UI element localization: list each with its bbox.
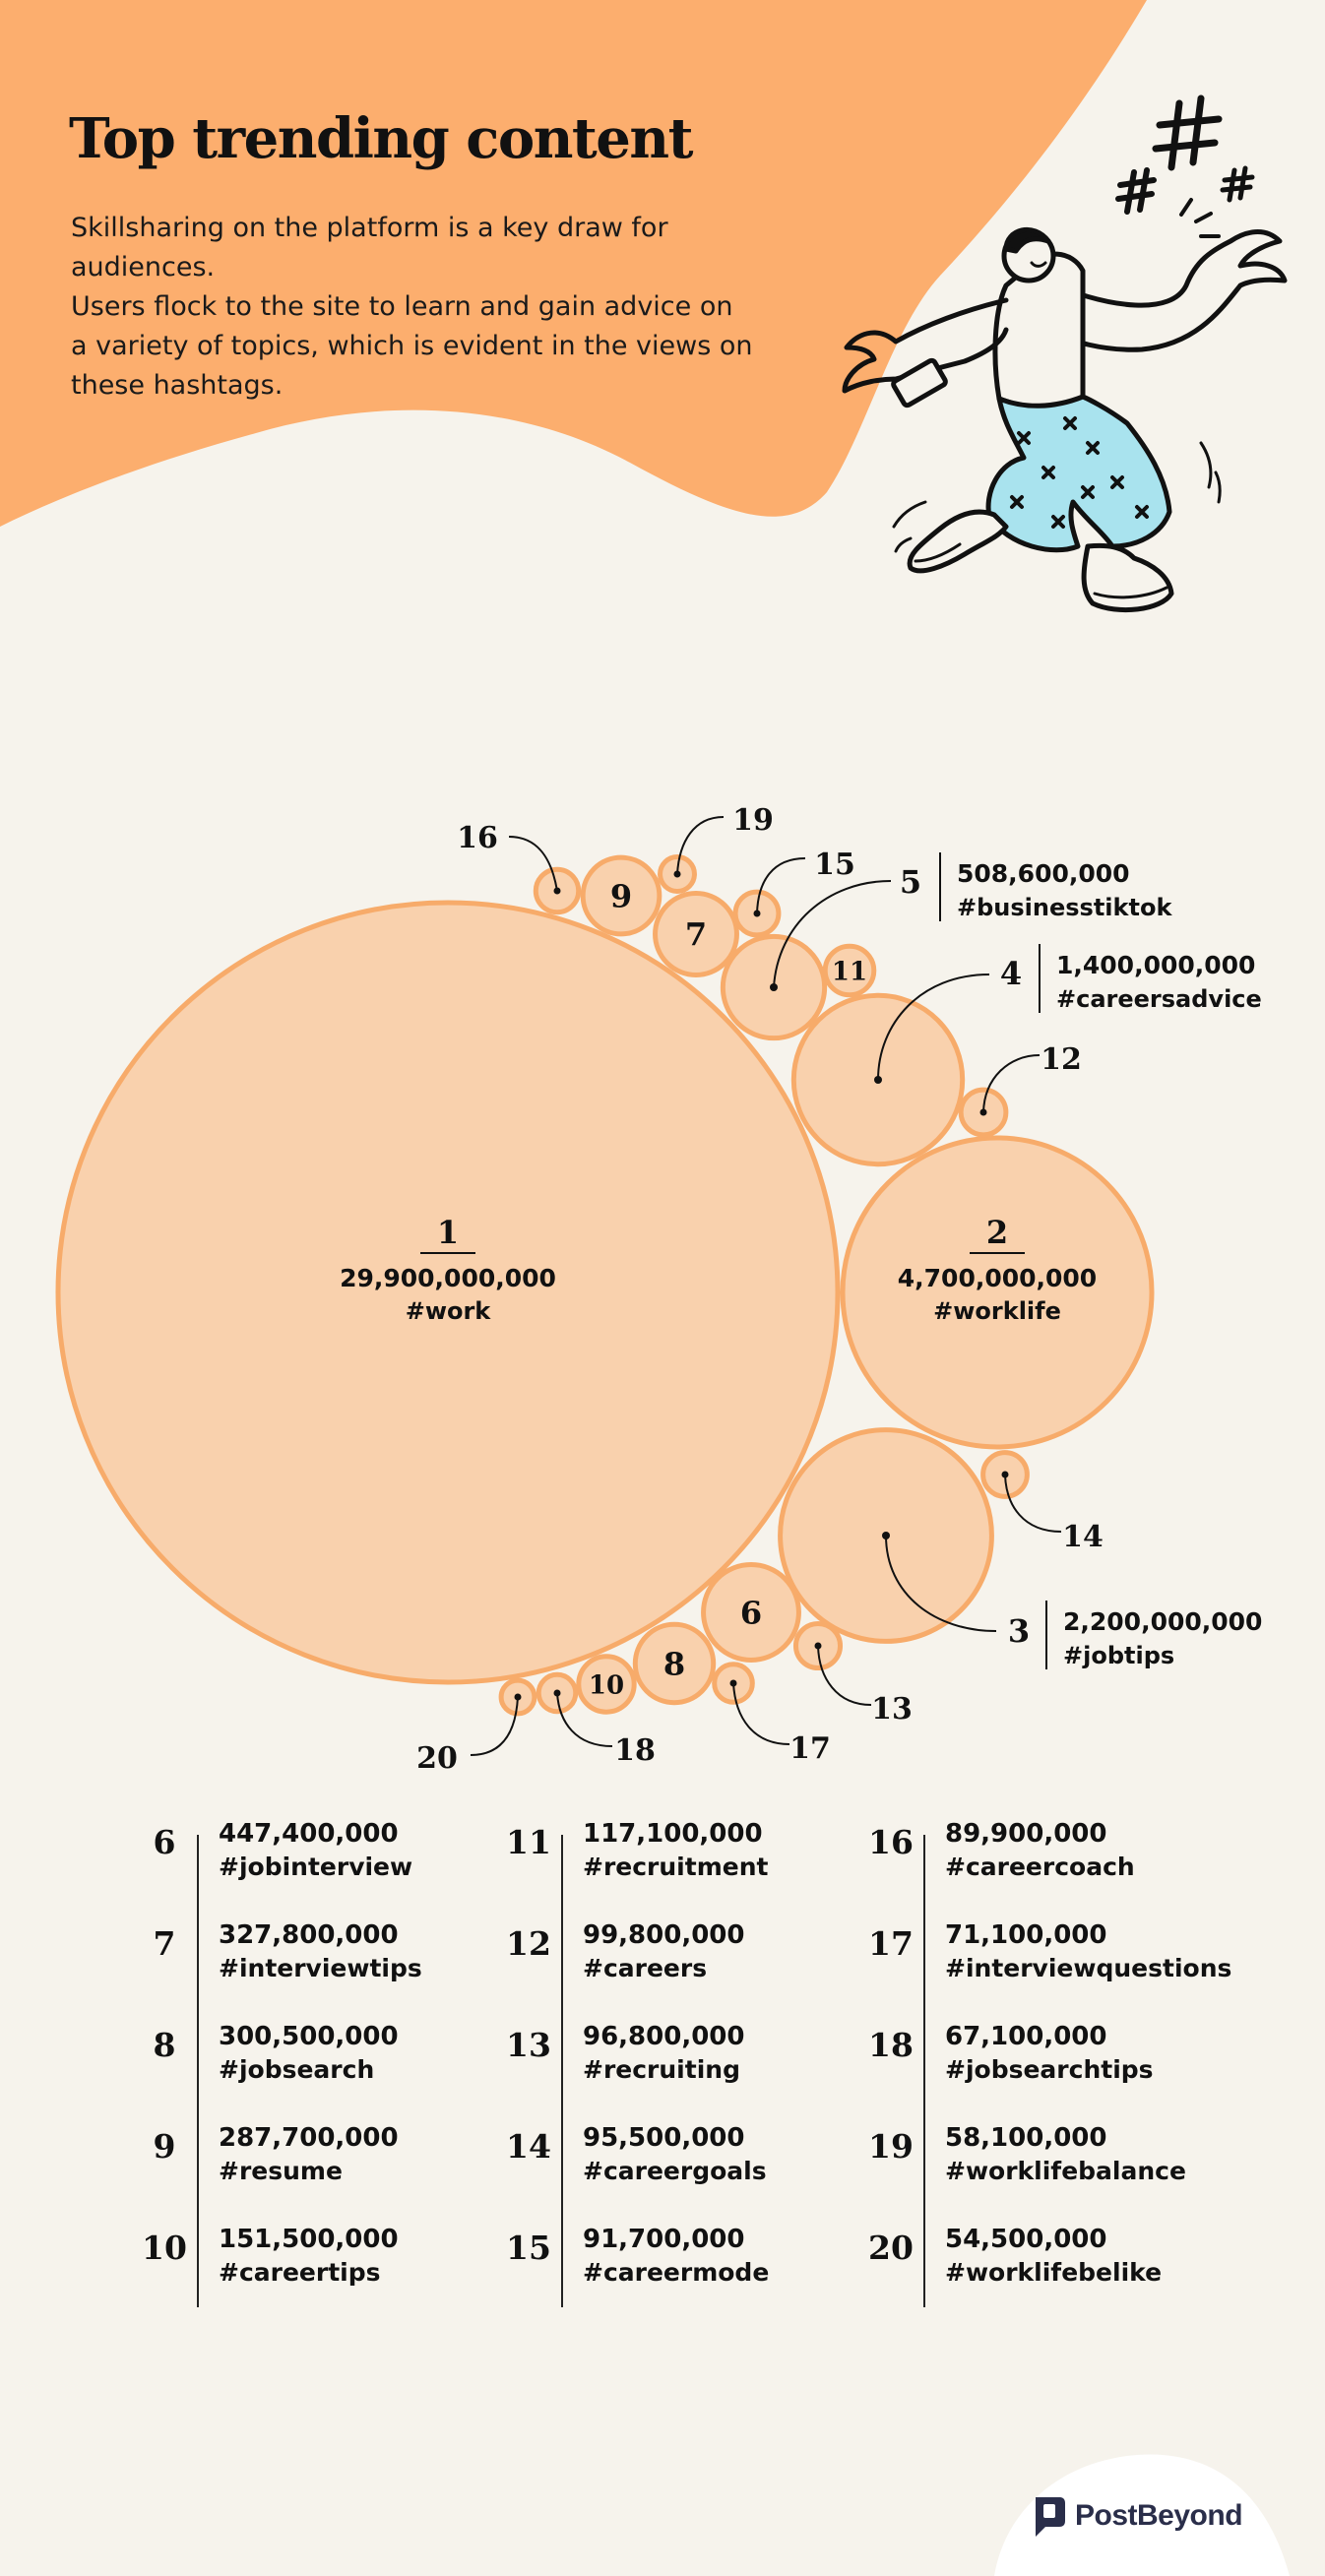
table-row (868, 2123, 1223, 2202)
callout-rank-label: 20 (416, 1741, 458, 1776)
table-row (868, 1819, 1223, 1898)
view-count: 67,100,000 (945, 2022, 1107, 2051)
view-count: 99,800,000 (583, 1920, 745, 1950)
table-row (142, 2225, 496, 2303)
view-count: 287,700,000 (219, 2123, 399, 2153)
bubble-hashtag-label: #worklife (933, 1297, 1061, 1325)
hashtag-label: #resume (219, 2157, 343, 2185)
postbeyond-logo (1032, 2491, 1242, 2541)
rank-number: 20 (868, 2229, 914, 2267)
callout-rank-label: 17 (789, 1731, 831, 1766)
rank-number: 19 (868, 2127, 914, 2166)
ranking-column (868, 1819, 1232, 2311)
logo-text: PostBeyond (1075, 2499, 1243, 2532)
view-count: 327,800,000 (219, 1920, 399, 1950)
hashtag-doodle-icon (1118, 170, 1154, 212)
rank-number: 17 (868, 1924, 914, 1963)
hashtag-label: #worklifebelike (945, 2258, 1163, 2287)
hashtag-label: #jobinterview (219, 1853, 413, 1881)
bubble-rank-label: 11 (831, 957, 868, 987)
leader-dot (674, 871, 681, 878)
bubble-1 (58, 903, 838, 1682)
rank-number: 8 (153, 2026, 176, 2064)
hashtag-bubble-chart (0, 778, 1325, 1801)
table-row (506, 2225, 860, 2303)
callout-rank-label: 18 (614, 1733, 656, 1768)
view-count: 151,500,000 (219, 2225, 399, 2254)
view-count: 117,100,000 (583, 1819, 763, 1849)
leader-dot (554, 1690, 561, 1697)
leader-dot (730, 1680, 737, 1687)
view-count: 71,100,000 (945, 1920, 1107, 1950)
callout-rank-label: 15 (814, 848, 855, 882)
intro-line: Users flock to the site to learn and gain advice on (71, 291, 733, 322)
rank-number: 16 (868, 1823, 914, 1861)
bubble-rank-label: 7 (684, 915, 708, 954)
callout-rank-label: 3 (1007, 1612, 1031, 1650)
hashtag-doodle-icon (1156, 98, 1219, 167)
table-row (142, 1819, 496, 1898)
callout-rank-label: 16 (457, 821, 498, 855)
hashtag-label: #careertips (219, 2258, 381, 2287)
jumping-person-illustration (748, 84, 1299, 684)
view-count: 96,800,000 (583, 2022, 745, 2051)
rank-number: 13 (506, 2026, 551, 2064)
ranking-table (0, 1819, 1325, 2331)
bubble-rank-label: 6 (739, 1594, 763, 1632)
callout-value-label: 1,400,000,000 (1056, 951, 1256, 979)
view-count: 91,700,000 (583, 2225, 745, 2254)
intro-line: Skillsharing on the platform is a key draw for audiences. (71, 213, 668, 283)
hashtag-label: #jobsearch (219, 2055, 375, 2084)
table-row (868, 1920, 1232, 1999)
view-count: 54,500,000 (945, 2225, 1107, 2254)
postbeyond-logo-icon (1032, 2493, 1067, 2539)
callout-hashtag-label: #careersadvice (1056, 985, 1262, 1013)
rank-number: 6 (153, 1823, 176, 1861)
leader-dot (770, 983, 778, 991)
rank-number: 9 (153, 2127, 176, 2166)
view-count: 58,100,000 (945, 2123, 1107, 2153)
table-row (868, 2225, 1223, 2303)
hashtag-label: #interviewquestions (945, 1954, 1232, 1982)
intro-line: a variety of topics, which is evident in the views on (71, 331, 753, 361)
hashtag-label: #interviewtips (219, 1954, 422, 1982)
rank-number: 12 (506, 1924, 551, 1963)
table-row (142, 1920, 496, 1999)
callout-hashtag-label: #jobtips (1063, 1642, 1175, 1669)
table-row (506, 1920, 860, 1999)
ranking-column (142, 1819, 496, 2311)
callout-rank-label: 14 (1062, 1520, 1104, 1554)
intro-line: these hashtags. (71, 370, 284, 401)
bubble-rank-label: 2 (985, 1214, 1009, 1251)
hashtag-label: #recruiting (583, 2055, 740, 2084)
leader-dot (1002, 1472, 1009, 1478)
bubble-value-label: 29,900,000,000 (340, 1264, 556, 1292)
rank-number: 7 (153, 1924, 176, 1963)
hashtag-label: #recruitment (583, 1853, 769, 1881)
callout-rank-label: 13 (871, 1692, 913, 1727)
callout-value-label: 508,600,000 (957, 859, 1130, 888)
callout-rank-label: 19 (732, 803, 774, 838)
view-count: 89,900,000 (945, 1819, 1107, 1849)
rank-number: 14 (506, 2127, 551, 2166)
table-row (868, 2022, 1223, 2101)
rank-number: 18 (868, 2026, 914, 2064)
table-row (142, 2123, 496, 2202)
leader-dot (515, 1694, 522, 1701)
hashtag-label: #careergoals (583, 2157, 767, 2185)
table-row (142, 2022, 496, 2101)
hashtag-label: #worklifebalance (945, 2157, 1186, 2185)
rank-number: 15 (506, 2229, 551, 2267)
hashtag-doodle-icon (1223, 168, 1252, 200)
callout-value-label: 2,200,000,000 (1063, 1607, 1263, 1636)
hashtag-label: #careers (583, 1954, 708, 1982)
table-row (506, 1819, 860, 1898)
hashtag-label: #jobsearchtips (945, 2055, 1154, 2084)
hashtag-label: #careermode (583, 2258, 770, 2287)
leader-dot (874, 1076, 882, 1084)
hashtag-label: #careercoach (945, 1853, 1135, 1881)
callout-rank-label: 12 (1041, 1042, 1082, 1077)
bubble-value-label: 4,700,000,000 (897, 1264, 1098, 1292)
table-row (506, 2123, 860, 2202)
leader-dot (754, 911, 761, 917)
view-count: 95,500,000 (583, 2123, 745, 2153)
table-row (506, 2022, 860, 2101)
callout-rank-label: 5 (899, 863, 922, 901)
leader-dot (554, 888, 561, 895)
bubble-rank-label: 8 (662, 1645, 686, 1683)
view-count: 447,400,000 (219, 1819, 399, 1849)
bubble-rank-label: 10 (588, 1670, 625, 1701)
callout-hashtag-label: #businesstiktok (957, 894, 1172, 921)
bubble-rank-label: 9 (609, 877, 633, 915)
bubble-2 (843, 1138, 1152, 1447)
leader-dot (815, 1643, 822, 1650)
leader-dot (882, 1532, 890, 1539)
rank-number: 10 (142, 2229, 187, 2267)
view-count: 300,500,000 (219, 2022, 399, 2051)
leader-dot (980, 1109, 987, 1116)
intro-paragraph (71, 209, 819, 406)
bubble-hashtag-label: #work (405, 1297, 491, 1325)
rank-number: 11 (506, 1823, 551, 1861)
page-title: Top trending content (69, 106, 693, 171)
bubble-rank-label: 1 (436, 1214, 460, 1251)
ranking-column (506, 1819, 860, 2311)
callout-rank-label: 4 (999, 955, 1023, 992)
